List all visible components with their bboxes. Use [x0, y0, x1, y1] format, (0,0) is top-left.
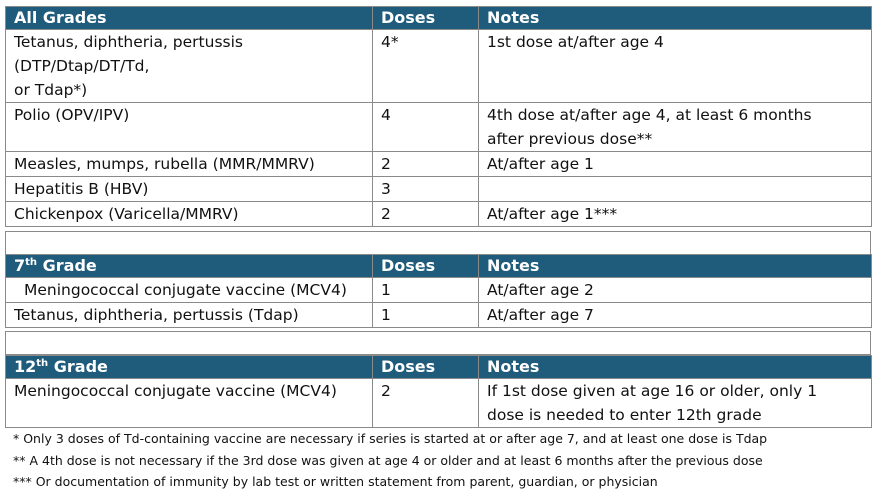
section-spacer [5, 231, 871, 255]
notes-cell [479, 379, 872, 428]
grade-number: 7 [14, 256, 26, 275]
table-row [6, 152, 872, 177]
notes-cell: 1st dose at/after age 4 [479, 30, 872, 103]
all-grades-table [5, 6, 872, 227]
doses-cell: 1 [373, 278, 479, 303]
table-header-row [6, 356, 872, 379]
notes-line: dose is needed to enter 12th grade [487, 406, 762, 424]
grade-label: Grade [37, 256, 97, 275]
table-row [6, 177, 872, 202]
header-grade [6, 356, 373, 379]
header-notes: Notes [479, 255, 872, 278]
vaccine-cell: Meningococcal conjugate vaccine (MCV4) [6, 379, 373, 428]
doses-cell: 3 [373, 177, 479, 202]
footnote: *** Or documentation of immunity by lab test or written statement from parent, guardian, or physician [13, 474, 658, 489]
table-row [6, 202, 872, 227]
notes-cell [479, 177, 872, 202]
grade-suffix: th [25, 257, 38, 268]
notes-cell: At/after age 1 [479, 152, 872, 177]
doses-cell: 2 [373, 152, 479, 177]
grade-suffix: th [36, 358, 49, 369]
vaccine-cell: Tetanus, diphtheria, pertussis (Tdap) [6, 303, 373, 328]
notes-cell: At/after age 7 [479, 303, 872, 328]
notes-cell: At/after age 2 [479, 278, 872, 303]
header-grade [6, 255, 373, 278]
doses-cell: 2 [373, 202, 479, 227]
vaccine-cell: Chickenpox (Varicella/MMRV) [6, 202, 373, 227]
doses-cell: 4 [373, 103, 479, 152]
table-header-row [6, 255, 872, 278]
table-header-row [6, 7, 872, 30]
vaccine-cell: Polio (OPV/IPV) [6, 103, 373, 152]
footnote: ** A 4th dose is not necessary if the 3rd dose was given at age 4 or older and at least 6 months after the previous dose [13, 453, 763, 468]
notes-line: If 1st dose given at age 16 or older, only 1 [487, 382, 818, 400]
vaccine-cell: Meningococcal conjugate vaccine (MCV4) [6, 278, 373, 303]
grade-number: 12 [14, 357, 37, 376]
header-doses: Doses [373, 356, 479, 379]
table-row [6, 103, 872, 152]
doses-cell: 1 [373, 303, 479, 328]
table-row [6, 379, 872, 428]
header-doses: Doses [373, 7, 479, 30]
footnote: * Only 3 doses of Td-containing vaccine are necessary if series is started at or after age 7, and at least one dose is Tdap [13, 431, 768, 446]
grade12-table [5, 355, 872, 428]
vaccine-cell: Hepatitis B (HBV) [6, 177, 373, 202]
grade-label: Grade [48, 357, 108, 376]
vaccine-cell: Measles, mumps, rubella (MMR/MMRV) [6, 152, 373, 177]
table-row [6, 303, 872, 328]
vaccine-name: Tetanus, diphtheria, pertussis [14, 33, 243, 51]
doses-cell: 2 [373, 379, 479, 428]
table-row [6, 30, 872, 103]
grade7-table [5, 254, 872, 328]
header-notes: Notes [479, 7, 872, 30]
doses-cell: 4* [373, 30, 479, 103]
header-grade: All Grades [6, 7, 373, 30]
section-spacer [5, 331, 871, 355]
vaccine-name-line: (DTP/Dtap/DT/Td, [14, 57, 150, 75]
notes-cell [479, 103, 872, 152]
vaccine-name-line: or Tdap*) [14, 81, 88, 99]
notes-cell: At/after age 1*** [479, 202, 872, 227]
notes-line: after previous dose** [487, 130, 653, 148]
vaccine-cell [6, 30, 373, 103]
table-row [6, 278, 872, 303]
notes-line: 4th dose at/after age 4, at least 6 months [487, 106, 812, 124]
header-notes: Notes [479, 356, 872, 379]
header-doses: Doses [373, 255, 479, 278]
